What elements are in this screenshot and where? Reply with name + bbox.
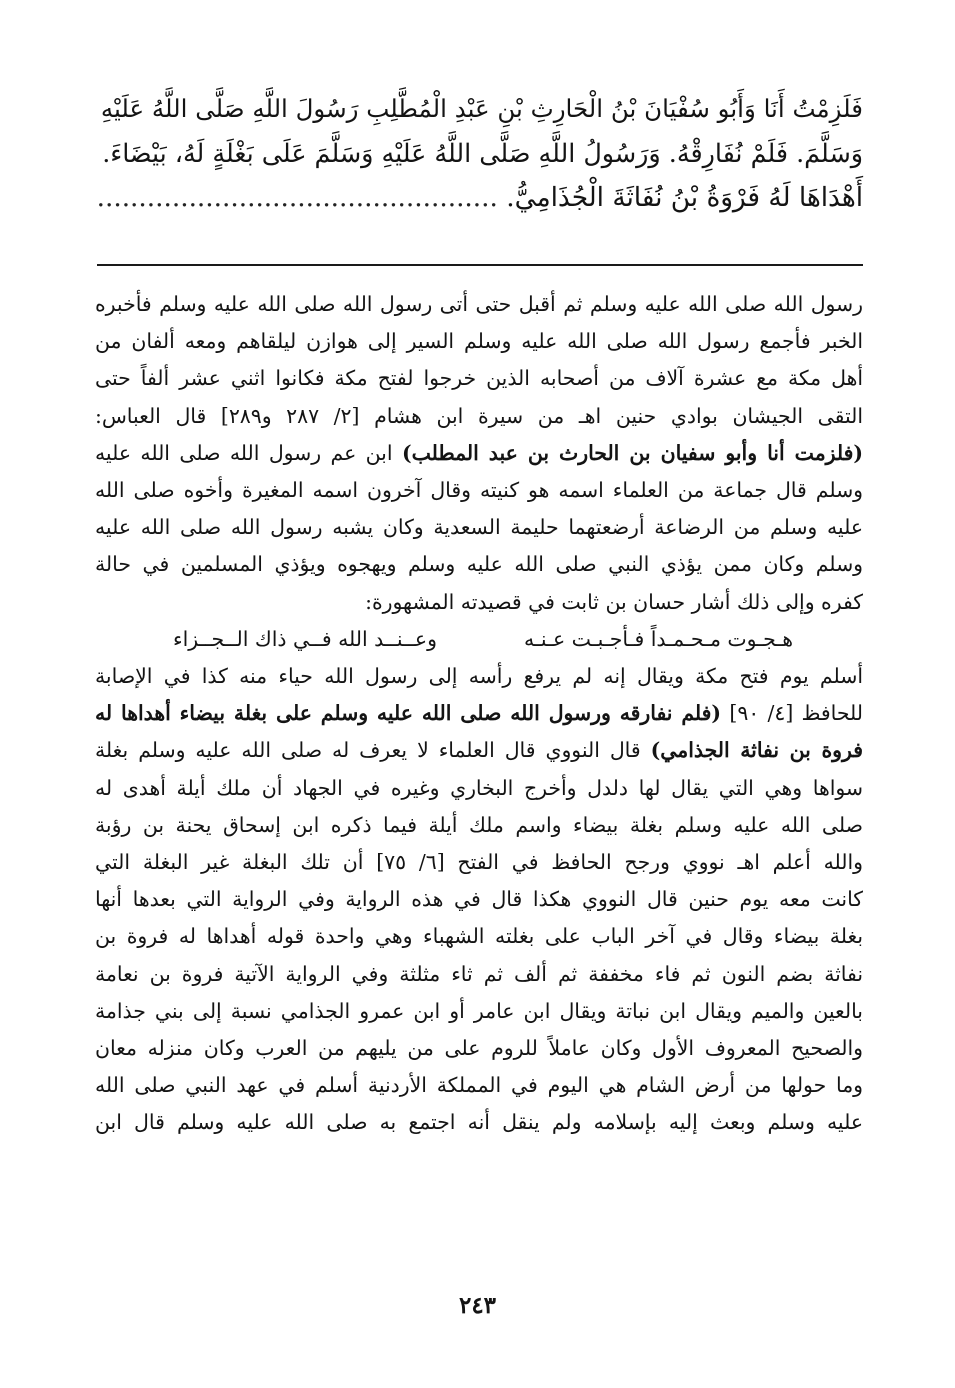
commentary-line: بغلة بيضاء وقال في آخر الباب على بغلته الشهباء وهي واحدة قوله أهداها له فروة بن (95, 924, 863, 949)
hadith-line: فَلَزِمْتُ أَنَا وَأَبُو سُفْيَانَ بْنُ الْحَارِثِ بْنِ عَبْدِ الْمُطَّلِبِ رَسُولَ اللَّهِ صَلَّى اللَّهُ عَلَيْهِ (100, 94, 863, 123)
footnote-divider (97, 264, 863, 266)
verse-first-hemistich: هـجـوت مـحـمـداً فـأجـبـت عـنـه (523, 626, 793, 651)
commentary-line: نفاثة بضم النون ثم فاء مخففة ثم ألف ثم ثاء مثلثة وفي الرواية الآتية فروة بن نعامة (95, 961, 863, 986)
hadith-text (95, 86, 863, 221)
commentary-line (95, 435, 863, 472)
verse-second-hemistich: وعــنــد الله فــي ذاك الــجــزاء (173, 626, 437, 651)
commentary-line: وما حولها من أرض الشام هي اليوم في المملكة الأردنية أسلم في عهد النبي صلى الله (95, 1073, 863, 1098)
commentary-text-run: ابن عم رسول الله صلى الله عليه (95, 440, 393, 465)
commentary-line: الخبر فأجمع رسول الله صلى الله عليه وسلم السير إلى هوازن ليلقاهم ومعه ألفان من (95, 329, 863, 354)
dotted-leader: ................................................ (96, 183, 498, 213)
poetry-verse (95, 621, 863, 658)
commentary-line: رسول الله صلى الله عليه وسلم ثم أقبل حتى أتى رسول الله صلى الله عليه وسلم فأخبره (95, 292, 863, 316)
commentary-line: صلى الله عليه وسلم بغلة بيضاء واسم ملك أيلة فيما ذكره ابن إسحاق يحنة بن رؤبة (95, 812, 863, 837)
hadith-line (95, 176, 863, 221)
quoted-hadith: (فلم نفارقه ورسول الله صلى الله عليه وسلم على بغلة بيضاء أهداها له (95, 701, 722, 726)
commentary-text-run: قال النووي قال العلماء لا يعرف له صلى الله عليه وسلم بغلة (95, 738, 641, 763)
commentary-line: التقى الجيشان بوادي حنين اهـ من سيرة ابن هشام [٢/ ٢٨٧ و٢٨٩] قال العباس: (95, 403, 863, 428)
commentary-line: كفره وإلى ذلك أشار حسان بن ثابت في قصيدته المشهورة: (365, 589, 863, 614)
commentary-line: أسلم يوم فتح مكة ويقال إنه لم يرفع رأسه إلى رسول الله حياء منه كذا في الإصابة (95, 664, 863, 689)
page-number: ٢٤٣ (458, 1292, 497, 1319)
commentary-line: عليه وسلم من الرضاعة أرضعتهما حليمة السعدية وكان يشبه رسول الله صلى الله عليه (95, 515, 863, 540)
commentary-line: والله أعلم اهـ نووي ورجح الحافظ في الفتح [٦/ ٧٥] أن تلك البغلة غير البغلة التي (95, 850, 864, 875)
commentary-line: عليه وسلم وبعث إليه بإسلامه ولم ينقل أنه اجتمع به صلى الله عليه وسلم قال ابن (95, 1110, 863, 1135)
commentary-line: والصحيح المعروف الأول وكان عاملاً للروم على من يليهم من العرب وكان منزله معان (95, 1036, 863, 1061)
commentary-line: وسلم وكان ممن يؤذي النبي صلى الله عليه وسلم ويهجوه ويؤذي المسلمين في حالة (95, 552, 863, 577)
hadith-line-text: أَهْدَاهَا لَهُ فَرْوَةُ بْنُ نُفَاثَةَ الْجُذَامِيُّ. (506, 183, 863, 213)
commentary-line (95, 695, 863, 732)
hadith-line: وَسَلَّمَ. فَلَمْ نُفَارِقْهُ. وَرَسُولُ اللَّهِ صَلَّى اللَّهُ عَلَيْهِ وَسَلَّمَ عَلَى بَغْلَةٍ لَهُ، بَيْضَاءَ. (102, 138, 863, 168)
commentary-line: سواها وهي التي يقال لها دلدل وأخرج البخاري وغيره في الجهاد أن ملك أيلة أهدى له (95, 775, 863, 800)
commentary-line: بالعين والميم ويقال ابن نباتة ويقال ابن عامر أو ابن عمرو الجذامي نسبة إلى بني جذامة (95, 998, 863, 1023)
quoted-hadith: فروة بن نفاثة الجذامي) (650, 738, 863, 763)
quoted-hadith: (فلزمت أنا وأبو سفيان بن الحارث بن عبد المطلب) (401, 440, 864, 465)
commentary-line: أهل مكة مع عشرة آلاف من أصحابه الذين خرجوا لفتح مكة فكانوا اثني عشر ألفاً حتى (95, 366, 863, 391)
commentary-text (95, 286, 863, 1142)
commentary-line: كانت معه يوم حنين قال النووي هكذا قال في هذه الرواية وفي الرواية التي بعدها أنها (95, 887, 863, 912)
commentary-line (95, 732, 863, 769)
commentary-text-run: للحافظ [٤/ ٩٠] (729, 701, 864, 726)
commentary-line: وسلم قال جماعة من العلماء اسمه هو كنيته وقال آخرون اسمه المغيرة وأخوه صلى الله (95, 478, 863, 503)
